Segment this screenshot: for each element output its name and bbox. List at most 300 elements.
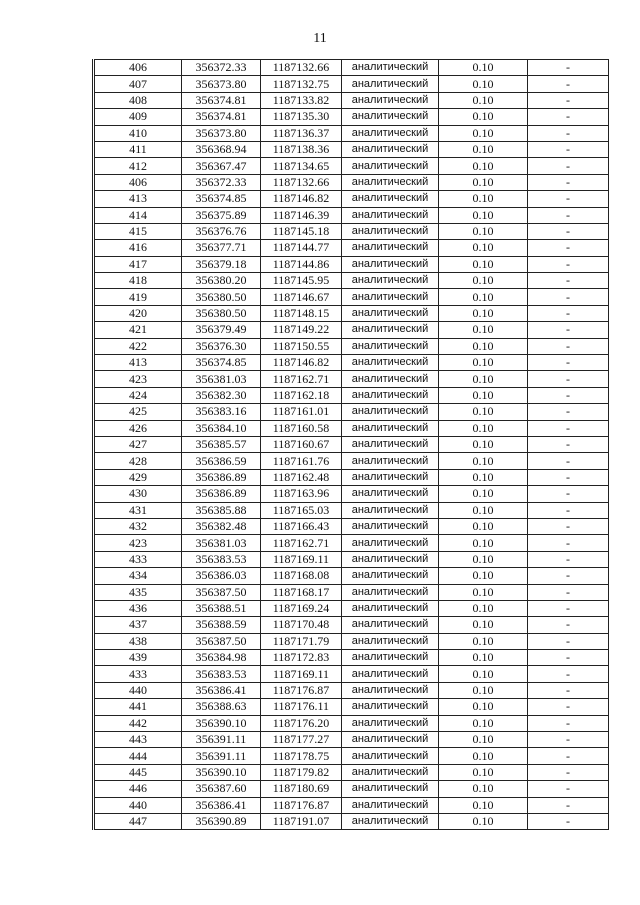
x-coordinate-cell: 356385.88: [182, 502, 261, 518]
accuracy-cell: 0.10: [439, 781, 528, 797]
y-coordinate-cell: 1187161.01: [261, 404, 342, 420]
x-coordinate-cell: 356380.50: [182, 289, 261, 305]
description-cell: -: [528, 387, 609, 403]
point-number-cell: 439: [94, 650, 182, 666]
description-cell: -: [528, 256, 609, 272]
y-coordinate-cell: 1187144.86: [261, 256, 342, 272]
x-coordinate-cell: 356384.10: [182, 420, 261, 436]
x-coordinate-cell: 356374.85: [182, 355, 261, 371]
description-cell: -: [528, 551, 609, 567]
x-coordinate-cell: 356383.53: [182, 666, 261, 682]
y-coordinate-cell: 1187191.07: [261, 813, 342, 829]
table-row: [94, 387, 609, 403]
description-cell: -: [528, 322, 609, 338]
point-number-cell: 442: [94, 715, 182, 731]
point-number-cell: 423: [94, 371, 182, 387]
point-number-cell: 430: [94, 486, 182, 502]
accuracy-cell: 0.10: [439, 813, 528, 829]
x-coordinate-cell: 356382.30: [182, 387, 261, 403]
x-coordinate-cell: 356367.47: [182, 158, 261, 174]
accuracy-cell: 0.10: [439, 141, 528, 157]
point-number-cell: 443: [94, 732, 182, 748]
method-cell: аналитический: [342, 109, 439, 125]
accuracy-cell: 0.10: [439, 207, 528, 223]
table-row: [94, 223, 609, 239]
x-coordinate-cell: 356376.76: [182, 223, 261, 239]
accuracy-cell: 0.10: [439, 305, 528, 321]
x-coordinate-cell: 356381.03: [182, 371, 261, 387]
accuracy-cell: 0.10: [439, 486, 528, 502]
accuracy-cell: 0.10: [439, 551, 528, 567]
description-cell: -: [528, 289, 609, 305]
accuracy-cell: 0.10: [439, 617, 528, 633]
method-cell: аналитический: [342, 60, 439, 76]
method-cell: аналитический: [342, 273, 439, 289]
accuracy-cell: 0.10: [439, 600, 528, 616]
y-coordinate-cell: 1187145.95: [261, 273, 342, 289]
description-cell: -: [528, 617, 609, 633]
description-cell: -: [528, 813, 609, 829]
y-coordinate-cell: 1187162.18: [261, 387, 342, 403]
table-row: [94, 797, 609, 813]
accuracy-cell: 0.10: [439, 404, 528, 420]
method-cell: аналитический: [342, 551, 439, 567]
method-cell: аналитический: [342, 813, 439, 829]
point-number-cell: 429: [94, 469, 182, 485]
table-row: [94, 322, 609, 338]
point-number-cell: 432: [94, 518, 182, 534]
table-row: [94, 207, 609, 223]
method-cell: аналитический: [342, 748, 439, 764]
point-number-cell: 415: [94, 223, 182, 239]
point-number-cell: 420: [94, 305, 182, 321]
description-cell: -: [528, 404, 609, 420]
accuracy-cell: 0.10: [439, 191, 528, 207]
description-cell: -: [528, 158, 609, 174]
point-number-cell: 414: [94, 207, 182, 223]
description-cell: -: [528, 453, 609, 469]
x-coordinate-cell: 356373.80: [182, 125, 261, 141]
method-cell: аналитический: [342, 633, 439, 649]
x-coordinate-cell: 356390.10: [182, 715, 261, 731]
y-coordinate-cell: 1187162.48: [261, 469, 342, 485]
table-row: [94, 109, 609, 125]
table-row: [94, 781, 609, 797]
x-coordinate-cell: 356385.57: [182, 436, 261, 452]
point-number-cell: 417: [94, 256, 182, 272]
description-cell: -: [528, 371, 609, 387]
accuracy-cell: 0.10: [439, 650, 528, 666]
method-cell: аналитический: [342, 732, 439, 748]
description-cell: -: [528, 109, 609, 125]
method-cell: аналитический: [342, 207, 439, 223]
table-row: [94, 600, 609, 616]
table-row: [94, 748, 609, 764]
accuracy-cell: 0.10: [439, 535, 528, 551]
accuracy-cell: 0.10: [439, 355, 528, 371]
x-coordinate-cell: 356386.03: [182, 568, 261, 584]
y-coordinate-cell: 1187176.20: [261, 715, 342, 731]
x-coordinate-cell: 356388.63: [182, 699, 261, 715]
method-cell: аналитический: [342, 600, 439, 616]
method-cell: аналитический: [342, 355, 439, 371]
description-cell: -: [528, 141, 609, 157]
accuracy-cell: 0.10: [439, 256, 528, 272]
y-coordinate-cell: 1187132.75: [261, 76, 342, 92]
point-number-cell: 433: [94, 666, 182, 682]
method-cell: аналитический: [342, 223, 439, 239]
description-cell: -: [528, 338, 609, 354]
description-cell: -: [528, 486, 609, 502]
x-coordinate-cell: 356372.33: [182, 174, 261, 190]
description-cell: -: [528, 76, 609, 92]
y-coordinate-cell: 1187134.65: [261, 158, 342, 174]
y-coordinate-cell: 1187176.11: [261, 699, 342, 715]
x-coordinate-cell: 356380.50: [182, 305, 261, 321]
table-row: [94, 666, 609, 682]
table-row: [94, 764, 609, 780]
point-number-cell: 446: [94, 781, 182, 797]
x-coordinate-cell: 356391.11: [182, 748, 261, 764]
method-cell: аналитический: [342, 322, 439, 338]
y-coordinate-cell: 1187168.17: [261, 584, 342, 600]
x-coordinate-cell: 356388.51: [182, 600, 261, 616]
accuracy-cell: 0.10: [439, 748, 528, 764]
y-coordinate-cell: 1187146.82: [261, 191, 342, 207]
accuracy-cell: 0.10: [439, 633, 528, 649]
description-cell: -: [528, 240, 609, 256]
description-cell: -: [528, 666, 609, 682]
table-row: [94, 256, 609, 272]
y-coordinate-cell: 1187146.67: [261, 289, 342, 305]
y-coordinate-cell: 1187149.22: [261, 322, 342, 338]
table-row: [94, 92, 609, 108]
description-cell: -: [528, 207, 609, 223]
x-coordinate-cell: 356372.33: [182, 60, 261, 76]
x-coordinate-cell: 356383.53: [182, 551, 261, 567]
accuracy-cell: 0.10: [439, 420, 528, 436]
accuracy-cell: 0.10: [439, 273, 528, 289]
method-cell: аналитический: [342, 256, 439, 272]
point-number-cell: 409: [94, 109, 182, 125]
point-number-cell: 445: [94, 764, 182, 780]
y-coordinate-cell: 1187165.03: [261, 502, 342, 518]
method-cell: аналитический: [342, 240, 439, 256]
y-coordinate-cell: 1187160.67: [261, 436, 342, 452]
description-cell: -: [528, 797, 609, 813]
table-row: [94, 568, 609, 584]
description-cell: -: [528, 584, 609, 600]
table-body: [94, 60, 609, 830]
method-cell: аналитический: [342, 92, 439, 108]
method-cell: аналитический: [342, 715, 439, 731]
x-coordinate-cell: 356390.10: [182, 764, 261, 780]
accuracy-cell: 0.10: [439, 584, 528, 600]
x-coordinate-cell: 356374.85: [182, 191, 261, 207]
method-cell: аналитический: [342, 486, 439, 502]
x-coordinate-cell: 356387.60: [182, 781, 261, 797]
y-coordinate-cell: 1187144.77: [261, 240, 342, 256]
method-cell: аналитический: [342, 764, 439, 780]
y-coordinate-cell: 1187179.82: [261, 764, 342, 780]
description-cell: -: [528, 174, 609, 190]
method-cell: аналитический: [342, 518, 439, 534]
table-row: [94, 469, 609, 485]
y-coordinate-cell: 1187178.75: [261, 748, 342, 764]
point-number-cell: 418: [94, 273, 182, 289]
method-cell: аналитический: [342, 289, 439, 305]
x-coordinate-cell: 356383.16: [182, 404, 261, 420]
method-cell: аналитический: [342, 666, 439, 682]
x-coordinate-cell: 356377.71: [182, 240, 261, 256]
point-number-cell: 419: [94, 289, 182, 305]
description-cell: -: [528, 191, 609, 207]
accuracy-cell: 0.10: [439, 109, 528, 125]
accuracy-cell: 0.10: [439, 371, 528, 387]
accuracy-cell: 0.10: [439, 699, 528, 715]
description-cell: -: [528, 305, 609, 321]
accuracy-cell: 0.10: [439, 518, 528, 534]
x-coordinate-cell: 356386.41: [182, 682, 261, 698]
accuracy-cell: 0.10: [439, 666, 528, 682]
table-row: [94, 273, 609, 289]
point-number-cell: 426: [94, 420, 182, 436]
table-row: [94, 158, 609, 174]
point-number-cell: 436: [94, 600, 182, 616]
y-coordinate-cell: 1187138.36: [261, 141, 342, 157]
x-coordinate-cell: 356374.81: [182, 92, 261, 108]
y-coordinate-cell: 1187146.82: [261, 355, 342, 371]
description-cell: -: [528, 469, 609, 485]
x-coordinate-cell: 356386.89: [182, 469, 261, 485]
point-number-cell: 437: [94, 617, 182, 633]
method-cell: аналитический: [342, 191, 439, 207]
x-coordinate-cell: 356379.18: [182, 256, 261, 272]
accuracy-cell: 0.10: [439, 240, 528, 256]
table-row: [94, 338, 609, 354]
y-coordinate-cell: 1187163.96: [261, 486, 342, 502]
table-row: [94, 355, 609, 371]
y-coordinate-cell: 1187162.71: [261, 535, 342, 551]
method-cell: аналитический: [342, 404, 439, 420]
table-row: [94, 174, 609, 190]
method-cell: аналитический: [342, 650, 439, 666]
x-coordinate-cell: 356386.89: [182, 486, 261, 502]
y-coordinate-cell: 1187162.71: [261, 371, 342, 387]
y-coordinate-cell: 1187136.37: [261, 125, 342, 141]
x-coordinate-cell: 356387.50: [182, 584, 261, 600]
description-cell: -: [528, 535, 609, 551]
description-cell: -: [528, 436, 609, 452]
x-coordinate-cell: 356375.89: [182, 207, 261, 223]
description-cell: -: [528, 60, 609, 76]
table-row: [94, 617, 609, 633]
description-cell: -: [528, 748, 609, 764]
table-row: [94, 305, 609, 321]
x-coordinate-cell: 356384.98: [182, 650, 261, 666]
coordinates-table: [92, 59, 609, 830]
description-cell: -: [528, 273, 609, 289]
x-coordinate-cell: 356373.80: [182, 76, 261, 92]
description-cell: -: [528, 125, 609, 141]
point-number-cell: 412: [94, 158, 182, 174]
method-cell: аналитический: [342, 76, 439, 92]
y-coordinate-cell: 1187168.08: [261, 568, 342, 584]
table-row: [94, 551, 609, 567]
method-cell: аналитический: [342, 568, 439, 584]
table-row: [94, 535, 609, 551]
table-row: [94, 60, 609, 76]
point-number-cell: 433: [94, 551, 182, 567]
method-cell: аналитический: [342, 371, 439, 387]
description-cell: -: [528, 502, 609, 518]
point-number-cell: 447: [94, 813, 182, 829]
description-cell: -: [528, 764, 609, 780]
accuracy-cell: 0.10: [439, 797, 528, 813]
point-number-cell: 413: [94, 355, 182, 371]
x-coordinate-cell: 356368.94: [182, 141, 261, 157]
table-row: [94, 732, 609, 748]
description-cell: -: [528, 732, 609, 748]
table-row: [94, 633, 609, 649]
description-cell: -: [528, 92, 609, 108]
method-cell: аналитический: [342, 305, 439, 321]
method-cell: аналитический: [342, 158, 439, 174]
point-number-cell: 441: [94, 699, 182, 715]
method-cell: аналитический: [342, 141, 439, 157]
table-row: [94, 682, 609, 698]
table-row: [94, 371, 609, 387]
point-number-cell: 422: [94, 338, 182, 354]
accuracy-cell: 0.10: [439, 436, 528, 452]
point-number-cell: 440: [94, 682, 182, 698]
description-cell: -: [528, 699, 609, 715]
y-coordinate-cell: 1187146.39: [261, 207, 342, 223]
accuracy-cell: 0.10: [439, 338, 528, 354]
point-number-cell: 416: [94, 240, 182, 256]
x-coordinate-cell: 356382.48: [182, 518, 261, 534]
y-coordinate-cell: 1187172.83: [261, 650, 342, 666]
y-coordinate-cell: 1187150.55: [261, 338, 342, 354]
y-coordinate-cell: 1187177.27: [261, 732, 342, 748]
point-number-cell: 423: [94, 535, 182, 551]
table-row: [94, 404, 609, 420]
table-row: [94, 813, 609, 829]
table-row: [94, 240, 609, 256]
point-number-cell: 440: [94, 797, 182, 813]
accuracy-cell: 0.10: [439, 76, 528, 92]
accuracy-cell: 0.10: [439, 715, 528, 731]
x-coordinate-cell: 356388.59: [182, 617, 261, 633]
accuracy-cell: 0.10: [439, 764, 528, 780]
method-cell: аналитический: [342, 535, 439, 551]
y-coordinate-cell: 1187169.11: [261, 551, 342, 567]
x-coordinate-cell: 356380.20: [182, 273, 261, 289]
accuracy-cell: 0.10: [439, 125, 528, 141]
description-cell: -: [528, 223, 609, 239]
description-cell: -: [528, 420, 609, 436]
point-number-cell: 406: [94, 60, 182, 76]
y-coordinate-cell: 1187166.43: [261, 518, 342, 534]
accuracy-cell: 0.10: [439, 322, 528, 338]
table-row: [94, 289, 609, 305]
method-cell: аналитический: [342, 387, 439, 403]
page-number: 11: [313, 31, 327, 46]
x-coordinate-cell: 356379.49: [182, 322, 261, 338]
method-cell: аналитический: [342, 502, 439, 518]
y-coordinate-cell: 1187132.66: [261, 60, 342, 76]
y-coordinate-cell: 1187160.58: [261, 420, 342, 436]
y-coordinate-cell: 1187161.76: [261, 453, 342, 469]
method-cell: аналитический: [342, 584, 439, 600]
table-row: [94, 486, 609, 502]
y-coordinate-cell: 1187145.18: [261, 223, 342, 239]
table-row: [94, 453, 609, 469]
point-number-cell: 431: [94, 502, 182, 518]
point-number-cell: 438: [94, 633, 182, 649]
description-cell: -: [528, 633, 609, 649]
accuracy-cell: 0.10: [439, 387, 528, 403]
accuracy-cell: 0.10: [439, 158, 528, 174]
method-cell: аналитический: [342, 125, 439, 141]
method-cell: аналитический: [342, 453, 439, 469]
point-number-cell: 427: [94, 436, 182, 452]
accuracy-cell: 0.10: [439, 469, 528, 485]
accuracy-cell: 0.10: [439, 732, 528, 748]
method-cell: аналитический: [342, 797, 439, 813]
table-row: [94, 584, 609, 600]
y-coordinate-cell: 1187171.79: [261, 633, 342, 649]
y-coordinate-cell: 1187133.82: [261, 92, 342, 108]
description-cell: -: [528, 781, 609, 797]
point-number-cell: 407: [94, 76, 182, 92]
method-cell: аналитический: [342, 699, 439, 715]
table-row: [94, 502, 609, 518]
accuracy-cell: 0.10: [439, 502, 528, 518]
accuracy-cell: 0.10: [439, 60, 528, 76]
y-coordinate-cell: 1187132.66: [261, 174, 342, 190]
x-coordinate-cell: 356381.03: [182, 535, 261, 551]
accuracy-cell: 0.10: [439, 568, 528, 584]
y-coordinate-cell: 1187169.24: [261, 600, 342, 616]
x-coordinate-cell: 356387.50: [182, 633, 261, 649]
description-cell: -: [528, 650, 609, 666]
description-cell: -: [528, 682, 609, 698]
point-number-cell: 444: [94, 748, 182, 764]
point-number-cell: 411: [94, 141, 182, 157]
point-number-cell: 421: [94, 322, 182, 338]
accuracy-cell: 0.10: [439, 174, 528, 190]
accuracy-cell: 0.10: [439, 289, 528, 305]
method-cell: аналитический: [342, 338, 439, 354]
point-number-cell: 425: [94, 404, 182, 420]
method-cell: аналитический: [342, 436, 439, 452]
table-row: [94, 436, 609, 452]
table-row: [94, 518, 609, 534]
point-number-cell: 413: [94, 191, 182, 207]
method-cell: аналитический: [342, 469, 439, 485]
y-coordinate-cell: 1187176.87: [261, 682, 342, 698]
table-row: [94, 191, 609, 207]
point-number-cell: 406: [94, 174, 182, 190]
point-number-cell: 434: [94, 568, 182, 584]
y-coordinate-cell: 1187180.69: [261, 781, 342, 797]
point-number-cell: 410: [94, 125, 182, 141]
accuracy-cell: 0.10: [439, 92, 528, 108]
point-number-cell: 435: [94, 584, 182, 600]
table-row: [94, 141, 609, 157]
x-coordinate-cell: 356386.59: [182, 453, 261, 469]
